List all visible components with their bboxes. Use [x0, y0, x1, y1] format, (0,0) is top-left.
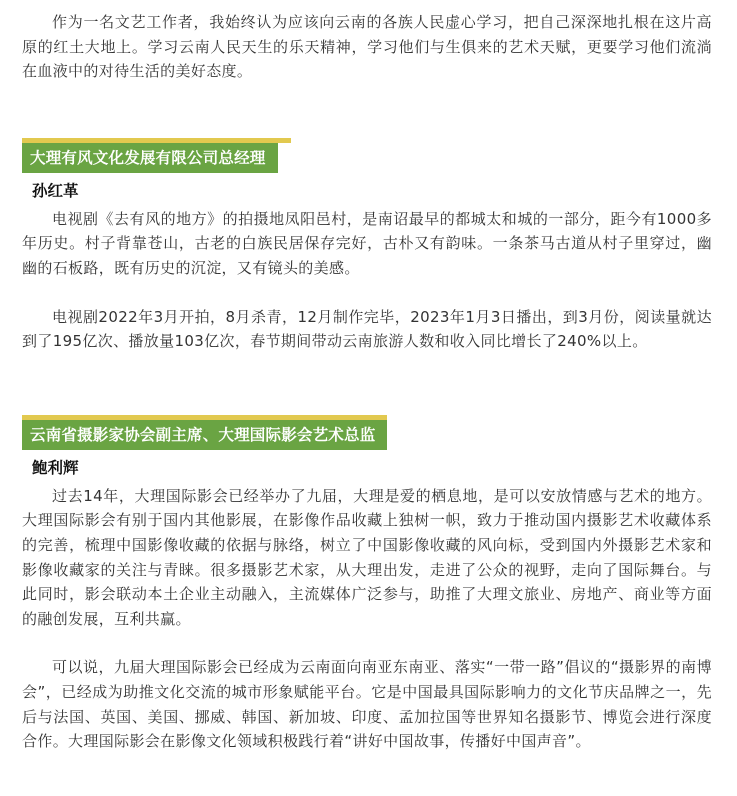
- section-paragraph: 电视剧2022年3月开拍，8月杀青，12月制作完毕，2023年1月3日播出，到3月份，阅读量就达到了195亿次、播放量103亿次，春节期间带动云南旅游人数和收入同比增长了240%以上。: [22, 307, 712, 351]
- intro-paragraph: 作为一名文艺工作者，我始终认为应该向云南的各族人民虚心学习，把自己深深地扎根在这片高原的红土大地上。学习云南人民天生的乐天精神，学习他们与生俱来的艺术天赋，更要学习他们流淌在血液中的对待生活的美好态度。: [22, 13, 712, 81]
- section-sun-honge: [22, 138, 712, 354]
- article-content: [22, 0, 712, 754]
- person-name: 鲍利辉: [32, 458, 79, 477]
- section-title-banner: 云南省摄影家协会副主席、大理国际影会艺术总监: [22, 415, 387, 450]
- section-paragraph: 电视剧《去有风的地方》的拍摄地凤阳邑村，是南诏最早的都城太和城的一部分，距今有1000多年历史。村子背靠苍山，古老的白族民居保存完好，古朴又有韵味。一条茶马古道从村子里穿过，幽幽的石板路，既有历史的沉淀，又有镜头的美感。: [22, 209, 712, 277]
- section-bao-lihui: [22, 415, 712, 754]
- section-paragraph: 可以说，九届大理国际影会已经成为云南面向南亚东南亚、落实“一带一路”倡议的“摄影界的南博会”，已经成为助推文化交流的城市形象赋能平台。它是中国最具国际影响力的文化节庆品牌之一，先后与法国、英国、美国、挪威、韩国、新加坡、印度、孟加拉国等世界知名摄影节、博览会进行深度合作。大理国际影会在影像文化领域积极践行着“讲好中国故事，传播好中国声音”。: [22, 658, 712, 751]
- section-title-banner: 大理有风文化发展有限公司总经理: [22, 138, 278, 173]
- section-paragraph: 过去14年，大理国际影会已经举办了九届，大理是爱的栖息地，是可以安放情感与艺术的地方。大理国际影会有别于国内其他影展，在影像作品收藏上独树一帜，致力于推动国内摄影艺术收藏体系的完善，梳理中国影像收藏的依据与脉络，树立了中国影像收藏的风向标，受到国内外摄影艺术家和影像收藏家的关注与青睐。很多摄影艺术家，从大理出发，走进了公众的视野，走向了国际舞台。与此同时，影会联动本土企业主动融入，主流媒体广泛参与，助推了大理文旅业、房地产、商业等方面的融创发展，互利共赢。: [22, 486, 712, 628]
- person-name: 孙红革: [32, 181, 79, 200]
